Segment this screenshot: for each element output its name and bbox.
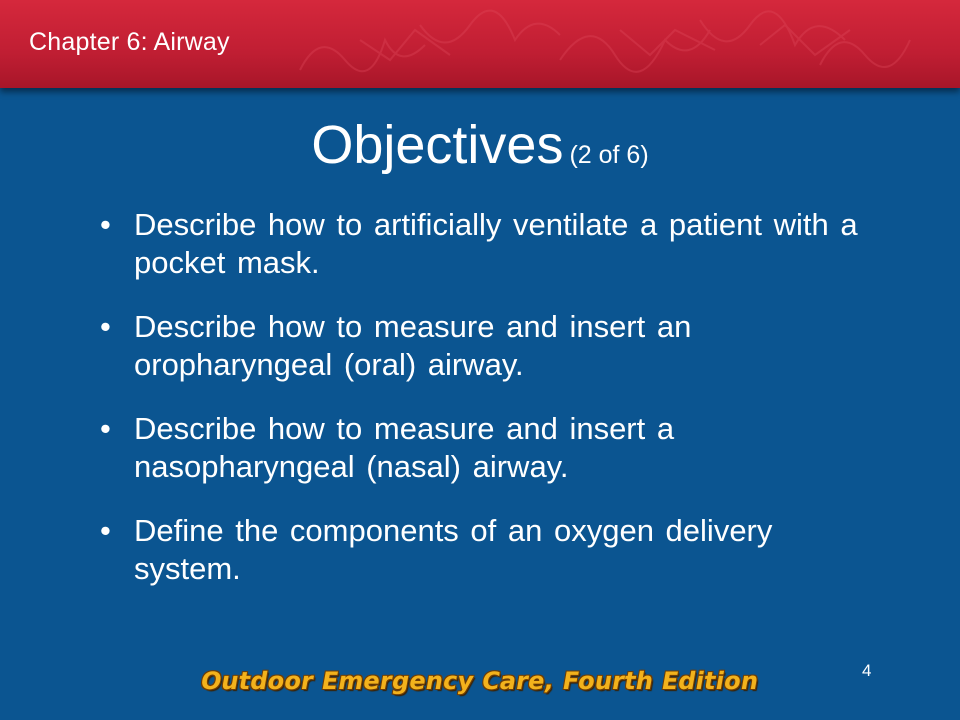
slide-title bbox=[0, 114, 960, 176]
list-item bbox=[100, 206, 890, 282]
footer-brand-text: Outdoor Emergency Care, Fourth Edition bbox=[198, 667, 762, 695]
list-item bbox=[100, 512, 890, 588]
chapter-banner bbox=[0, 0, 960, 88]
bullet-text: Describe how to measure and insert a nasopharyngeal (nasal) airway. bbox=[134, 411, 675, 484]
bullet-text: Describe how to measure and insert an oropharyngeal (oral) airway. bbox=[134, 309, 692, 382]
bullet-icon: • bbox=[100, 513, 111, 548]
footer-brand-logo bbox=[0, 667, 960, 695]
chapter-label: Chapter 6: Airway bbox=[29, 28, 230, 56]
bullet-icon: • bbox=[100, 411, 111, 446]
list-item bbox=[100, 410, 890, 486]
bullet-text: Define the components of an oxygen delivery system. bbox=[134, 513, 773, 586]
slide-title-suffix: (2 of 6) bbox=[569, 141, 649, 169]
bullet-text: Describe how to artificially ventilate a patient with a pocket mask. bbox=[134, 207, 858, 280]
slide-title-text: Objectives bbox=[311, 115, 564, 175]
objectives-list bbox=[100, 206, 890, 614]
list-item bbox=[100, 308, 890, 384]
bullet-icon: • bbox=[100, 309, 111, 344]
bullet-icon: • bbox=[100, 207, 111, 242]
page-number: 4 bbox=[862, 661, 872, 680]
